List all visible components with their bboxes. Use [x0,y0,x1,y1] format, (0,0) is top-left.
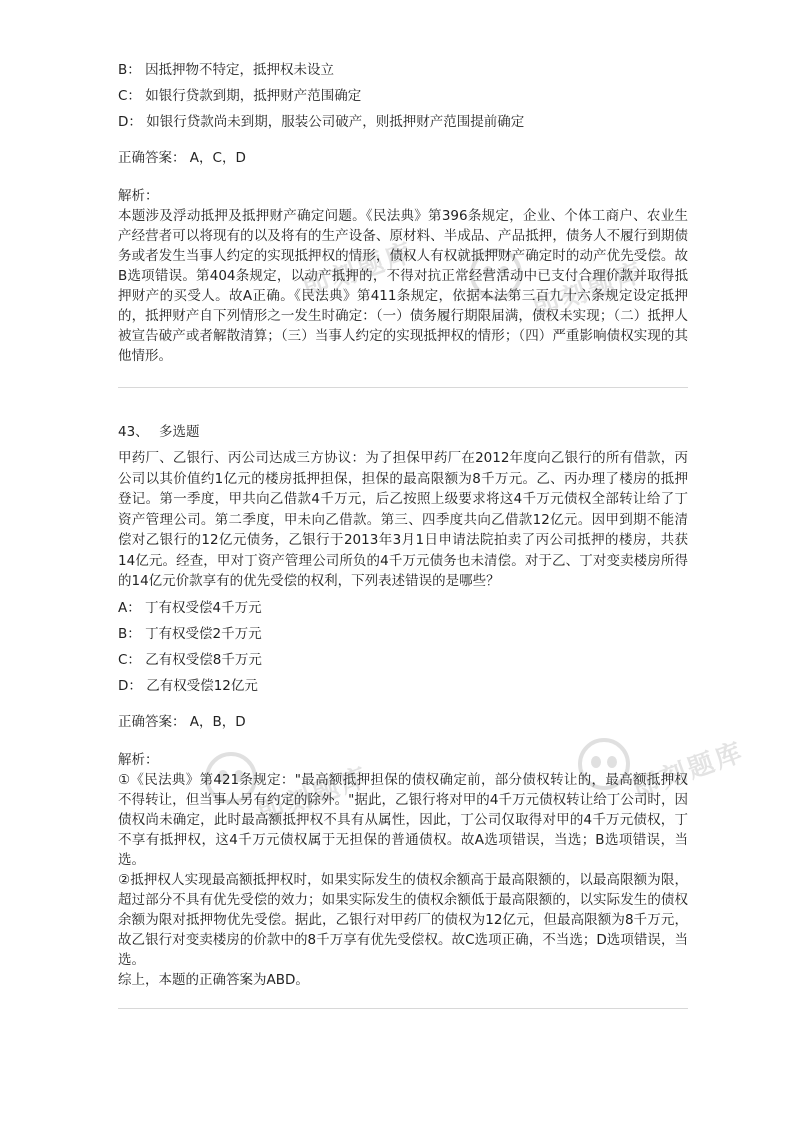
question-divider [118,387,688,388]
option-key: C： [118,651,141,668]
option-text: 因抵押物不特定，抵押权未设立 [145,62,335,78]
option-text: 如银行贷款到期，抵押财产范围确定 [145,88,362,104]
question-header [118,422,688,442]
option-key: A： [118,599,141,616]
option-key: D： [118,677,142,694]
analysis-conclusion: 综上，本题的正确答案为ABD。 [118,971,309,988]
analysis-title: 解析： [118,188,159,204]
option-d [118,676,688,696]
option-key: C： [118,88,141,104]
option-a [118,598,688,618]
question-type: 多选题 [158,424,200,440]
watermark-text: 即刻题库 [299,236,419,305]
question-number: 43、 [118,424,149,440]
analysis-paragraph: ②抵押权人实现最高额抵押权时，如果实际发生的债权余额高于最高限额的，以最高限额为限，超过部分不具有优先受偿的效力；如果实际发生的债权余额低于最高限额的，以实际发生的债权余额为限对抵押物优先受偿。据此，乙银行对甲药厂的债权为12亿元，但最高限额为8千万元，故乙银行对变卖楼房的价款中的8千万享有优先受偿权。故C选项正确，不当选；D选项错误，当选。 [118,871,688,968]
option-text: 乙有权受偿12亿元 [146,677,258,694]
question-divider [118,1008,688,1009]
option-text: 丁有权受偿2千万元 [145,625,262,642]
correct-answer: 正确答案： A，B，D [118,713,246,730]
watermark-text: 即刻题库 [629,736,749,805]
watermark-text: 即刻题库 [254,761,374,830]
question-43 [118,422,688,990]
prev-question [118,60,688,366]
option-text: 乙有权受偿8千万元 [145,651,262,668]
option-key: B： [118,625,141,642]
analysis-paragraph: ①《民法典》第421条规定："最高额抵押担保的债权确定前，部分债权转让的，最高额抵押权不得转让，但当事人另有约定的除外。"据此，乙银行将对甲的4千万元债权转让给丁公司时，因债权尚未确定，此时最高额抵押权不具有从属性，因此，丁公司仅取得对甲的4千万元债权，丁不享有抵押权，这4千万元债权属于无担保的普通债权。故A选项错误，当选；B选项错误，当选。 [118,771,688,868]
option-text: 如银行贷款尚未到期，服装公司破产，则抵押财产范围提前确定 [146,114,525,130]
option-c [118,650,688,670]
option-d [118,112,688,132]
analysis-text: 本题涉及浮动抵押及抵押财产确定问题。《民法典》第396条规定，企业、个体工商户、农业生产经营者可以将现有的以及将有的生产设备、原材料、半成品、产品抵押，债务人不履行到期债务或者发生当事人约定的实现抵押权的情形，债权人有权就抵押财产确定时的动产优先受偿。故B选项错误。第404条规定，以动产抵押的，不得对抗正常经营活动中已支付合理价款并取得抵押财产的买受人。故A正确。《民法典》第411条规定，依据本法第三百九十六条规定设定抵押的，抵押财产自下列情形之一发生时确定：（一）债务履行期限届满，债权未实现；（二）抵押人被宣告破产或者解散清算；（三）当事人约定的实现抵押权的情形；（四）严重影响债权实现的其他情形。 [118,208,688,364]
option-key: B： [118,62,141,78]
analysis-title: 解析： [118,751,159,768]
watermark-text: 即刻题库 [529,256,649,325]
option-b [118,624,688,644]
option-b [118,60,688,80]
option-text: 丁有权受偿4千万元 [145,599,262,616]
document-page [118,60,688,1043]
option-c [118,86,688,106]
option-key: D： [118,114,142,130]
correct-answer: 正确答案： A，C，D [118,150,246,166]
question-text: 甲药厂、乙银行、丙公司达成三方协议：为了担保甲药厂在2012年度向乙银行的所有借款，丙公司以其价值约1亿元的楼房抵押担保，担保的最高限额为8千万元。乙、丙办理了楼房的抵押登记。第一季度，甲共向乙借款4千万元，后乙按照上级要求将这4千万元债权全部转让给了丁资产管理公司。第二季度，甲未向乙借款。第三、四季度共向乙借款12亿元。因甲到期不能清偿对乙银行的12亿元债务，乙银行于2013年3月1日申请法院拍卖了丙公司抵押的楼房，共获14亿元。经查，甲对丁资产管理公司所负的4千万元债务也未清偿。对于乙、丁对变卖楼房所得的14亿元价款享有的优先受偿的权利，下列表述错误的是哪些？ [118,450,688,589]
